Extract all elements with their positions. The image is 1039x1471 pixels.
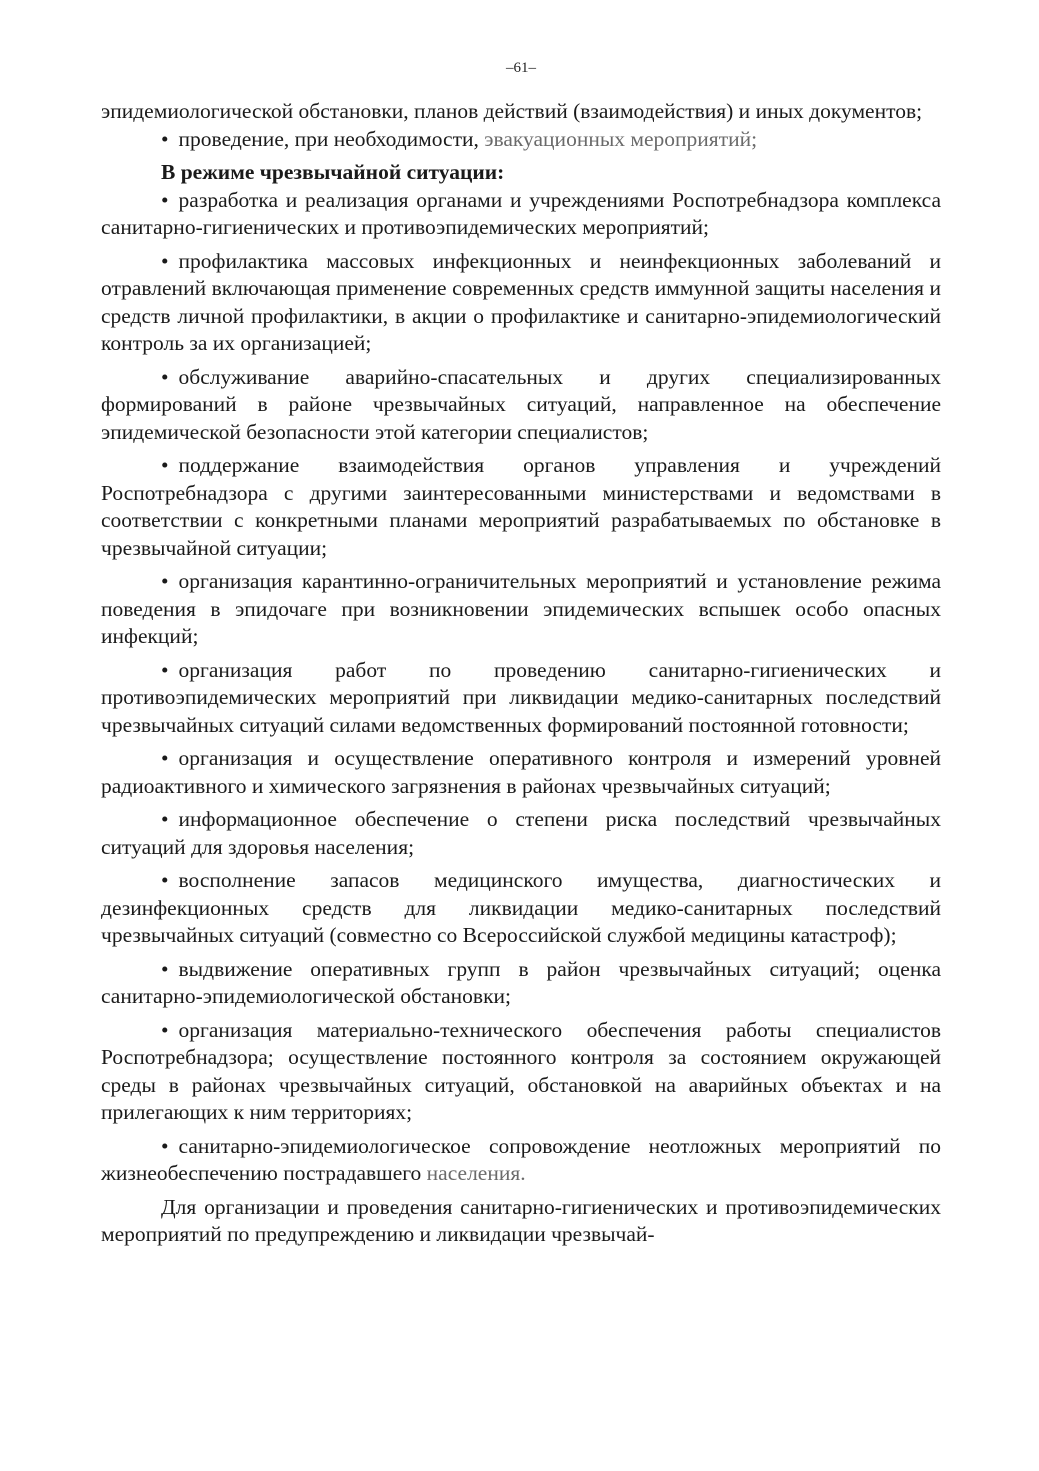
closing-paragraph: Для организации и проведения санитарно-гигиенических и противоэпидемических мероприятий по предупреждению и ликвидации чрезвычай- bbox=[101, 1194, 941, 1246]
bullet-item bbox=[101, 657, 941, 740]
bullet-text: организация карантинно-ограничительных мероприятий и установление режима поведения в эпидочаге при возникновении эпидемических вспышек особо опасных инфекций; bbox=[101, 569, 941, 648]
bullet-mark: • bbox=[161, 453, 169, 477]
bullet-text: организация материально-технического обеспечения работы специалистов Роспотребнадзора; осуществление постоянного контроля за состоянием окружающей среды в районах чрезвычайных ситуаций, обстановкой на аварийных объектах и на прилегающих к ним территориях; bbox=[101, 1017, 941, 1124]
bullet-mark: • bbox=[161, 1017, 169, 1042]
bullet-item bbox=[101, 248, 941, 358]
bullet-text: разработка и реализация органами и учреждениями Роспотребнадзора комплекса санитарно-гигиенических и противоэпидемических мероприятий; bbox=[101, 187, 941, 239]
bullet-item bbox=[101, 1017, 941, 1127]
bullet-mark: • bbox=[161, 126, 169, 151]
bullet-mark: • bbox=[161, 187, 169, 212]
bullet-text: поддержание взаимодействия органов управления и учреждений Роспотребнадзора с другими заинтересованными министерствами и ведомствами в соответствии с конкретными планами мероприятий разрабатываемых по обстановке в чрезвычайной ситуации; bbox=[101, 453, 941, 560]
bullet-item bbox=[101, 452, 941, 562]
bullet-item bbox=[101, 745, 941, 800]
bullet-mark: • bbox=[161, 807, 169, 831]
bullet-text: организация работ по проведению санитарно-гигиенических и противоэпидемических мероприятий при ликвидации медико-санитарных последствий чрезвычайных ситуаций силами ведомственных формирований постоянной готовности; bbox=[101, 657, 941, 737]
bullet-text-faded: населения. bbox=[426, 1161, 526, 1185]
bullet-text: санитарно-эпидемиологическое сопровождение неотложных мероприятий по жизнеобеспечению пострадавшего bbox=[101, 1133, 941, 1185]
bullet-mark: • bbox=[161, 248, 169, 273]
bullet-mark: • bbox=[161, 569, 169, 593]
bullet-mark: • bbox=[161, 364, 169, 389]
bullet-item bbox=[101, 187, 941, 242]
bullet-text-faded: эвакуационных мероприятий; bbox=[484, 126, 758, 151]
bullet-item bbox=[101, 867, 941, 950]
section-heading: В режиме чрезвычайной ситуации: bbox=[161, 160, 505, 184]
bullet-text: обслуживание аварийно-спасательных и других специализированных формирований в районе чрезвычайных ситуаций, направленное на обеспечение эпидемической безопасности этой категории специалистов; bbox=[101, 364, 941, 444]
bullet-mark: • bbox=[161, 746, 169, 770]
bullet-item bbox=[101, 364, 941, 447]
intro-continuation: эпидемиологической обстановки, планов действий (взаимодействия) и иных документов; bbox=[101, 99, 923, 123]
bullet-item bbox=[101, 956, 941, 1011]
bullet-text: проведение, при необходимости, bbox=[178, 126, 485, 151]
page-number: –61– bbox=[506, 60, 536, 76]
bullet-mark: • bbox=[161, 868, 169, 892]
pre-heading-bullet bbox=[101, 126, 941, 154]
bullet-text: выдвижение оперативных групп в район чрезвычайных ситуаций; оценка санитарно-эпидемиологической обстановки; bbox=[101, 956, 941, 1008]
bullet-text: организация и осуществление оперативного контроля и измерений уровней радиоактивного и химического загрязнения в районах чрезвычайных ситуаций; bbox=[101, 746, 941, 798]
bullet-item bbox=[101, 568, 941, 651]
bullet-mark: • bbox=[161, 657, 169, 682]
bullet-item-last bbox=[101, 1133, 941, 1188]
bullet-text: профилактика массовых инфекционных и неинфекционных заболеваний и отравлений включающая применение современных средств иммунной защиты населения и средств личной профилактики, в акции о профилактике и санитарно-эпидемиологический контроль за их организацией; bbox=[101, 248, 941, 355]
bullet-mark: • bbox=[161, 1133, 169, 1158]
bullet-mark: • bbox=[161, 956, 169, 981]
bullet-item bbox=[101, 806, 941, 861]
document-page bbox=[101, 58, 941, 1249]
bullet-text: информационное обеспечение о степени риска последствий чрезвычайных ситуаций для здоровья населения; bbox=[101, 807, 941, 859]
bullet-text: восполнение запасов медицинского имущества, диагностических и дезинфекционных средств для ликвидации медико-санитарных последствий чрезвычайных ситуаций (совместно со Всероссийской службой медицины катастроф); bbox=[101, 868, 941, 947]
